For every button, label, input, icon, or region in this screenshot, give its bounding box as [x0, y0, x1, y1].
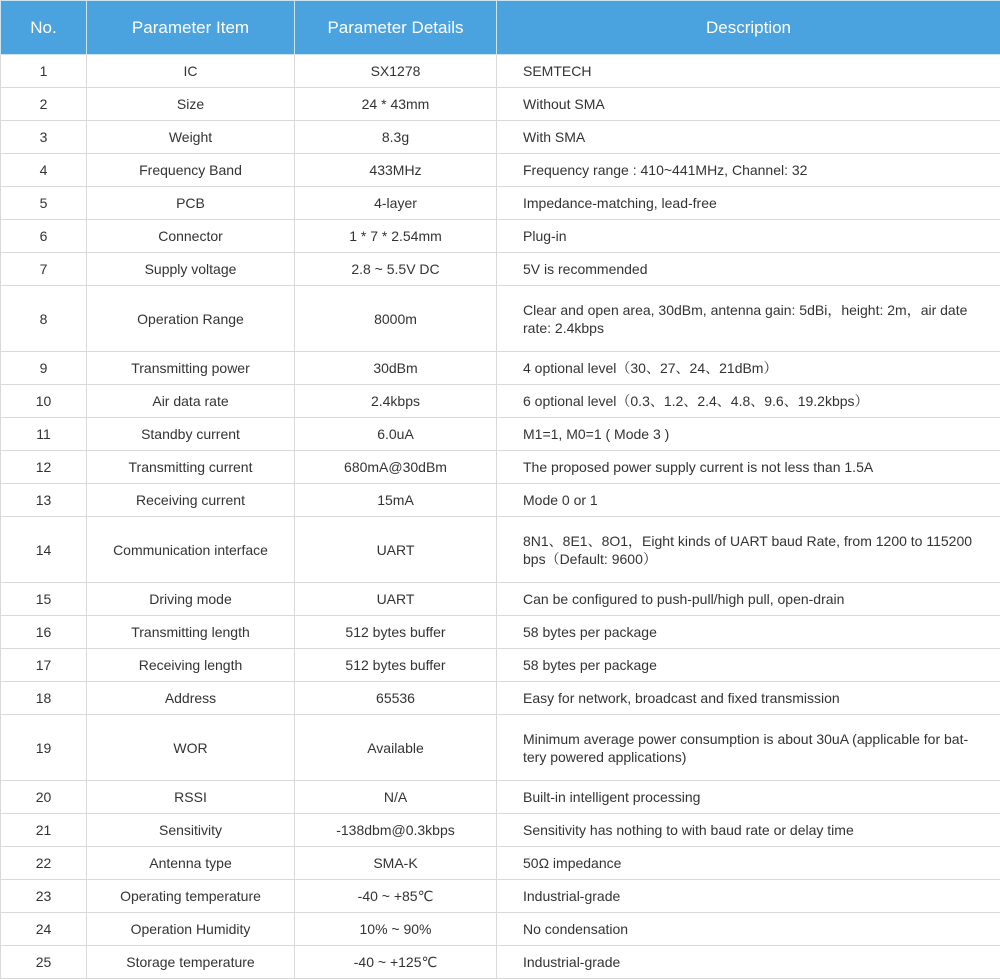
- cell-parameter-details: 433MHz: [295, 154, 497, 187]
- cell-description: Industrial-grade: [497, 880, 1000, 913]
- cell-parameter-item: Air data rate: [87, 385, 295, 418]
- cell-parameter-details: SMA-K: [295, 847, 497, 880]
- cell-parameter-details: 15mA: [295, 484, 497, 517]
- table-row: [1, 385, 1000, 418]
- table-body: [1, 55, 1000, 979]
- cell-parameter-item: Standby current: [87, 418, 295, 451]
- table-row: [1, 517, 1000, 583]
- cell-no: 25: [1, 946, 87, 979]
- cell-description: Plug-in: [497, 220, 1000, 253]
- cell-parameter-item: Weight: [87, 121, 295, 154]
- cell-parameter-details: 24 * 43mm: [295, 88, 497, 121]
- cell-parameter-details: 680mA@30dBm: [295, 451, 497, 484]
- table-row: [1, 220, 1000, 253]
- cell-parameter-item: Driving mode: [87, 583, 295, 616]
- cell-no: 18: [1, 682, 87, 715]
- cell-parameter-details: 4-layer: [295, 187, 497, 220]
- cell-parameter-details: SX1278: [295, 55, 497, 88]
- header-no: No.: [1, 1, 87, 55]
- cell-description: With SMA: [497, 121, 1000, 154]
- cell-no: 9: [1, 352, 87, 385]
- cell-parameter-details: 8.3g: [295, 121, 497, 154]
- cell-parameter-item: Antenna type: [87, 847, 295, 880]
- cell-no: 19: [1, 715, 87, 781]
- cell-parameter-item: Operating temperature: [87, 880, 295, 913]
- cell-no: 13: [1, 484, 87, 517]
- cell-parameter-details: Available: [295, 715, 497, 781]
- table-row: [1, 88, 1000, 121]
- cell-parameter-item: Frequency Band: [87, 154, 295, 187]
- table-header: [1, 1, 1000, 55]
- table-row: [1, 715, 1000, 781]
- cell-no: 14: [1, 517, 87, 583]
- cell-no: 17: [1, 649, 87, 682]
- cell-no: 12: [1, 451, 87, 484]
- cell-parameter-item: Storage temperature: [87, 946, 295, 979]
- cell-description: 58 bytes per package: [497, 649, 1000, 682]
- cell-description: The proposed power supply current is not less than 1.5A: [497, 451, 1000, 484]
- cell-no: 10: [1, 385, 87, 418]
- cell-no: 7: [1, 253, 87, 286]
- cell-description: 6 optional level（0.3、1.2、2.4、4.8、9.6、19.2kbps）: [497, 385, 1000, 418]
- cell-parameter-details: -40 ~ +125℃: [295, 946, 497, 979]
- cell-parameter-details: 6.0uA: [295, 418, 497, 451]
- cell-parameter-item: Transmitting power: [87, 352, 295, 385]
- cell-description: Frequency range : 410~441MHz, Channel: 32: [497, 154, 1000, 187]
- cell-description: 58 bytes per package: [497, 616, 1000, 649]
- table-row: [1, 352, 1000, 385]
- table-row: [1, 286, 1000, 352]
- cell-parameter-details: UART: [295, 583, 497, 616]
- cell-description: Mode 0 or 1: [497, 484, 1000, 517]
- table-row: [1, 451, 1000, 484]
- cell-parameter-item: Transmitting length: [87, 616, 295, 649]
- cell-no: 24: [1, 913, 87, 946]
- cell-parameter-details: 8000m: [295, 286, 497, 352]
- cell-description: Sensitivity has nothing to with baud rate or delay time: [497, 814, 1000, 847]
- cell-parameter-item: Sensitivity: [87, 814, 295, 847]
- table-row: [1, 847, 1000, 880]
- cell-description: SEMTECH: [497, 55, 1000, 88]
- cell-description: Industrial-grade: [497, 946, 1000, 979]
- cell-no: 11: [1, 418, 87, 451]
- cell-parameter-details: 30dBm: [295, 352, 497, 385]
- table-row: [1, 121, 1000, 154]
- cell-description: 8N1、8E1、8O1，Eight kinds of UART baud Rate, from 1200 to 115200 bps（Default: 9600）: [497, 517, 1000, 583]
- header-row: [1, 1, 1000, 55]
- cell-description: 50Ω impedance: [497, 847, 1000, 880]
- cell-description: Without SMA: [497, 88, 1000, 121]
- cell-no: 21: [1, 814, 87, 847]
- cell-no: 3: [1, 121, 87, 154]
- table-row: [1, 55, 1000, 88]
- cell-parameter-details: -138dbm@0.3kbps: [295, 814, 497, 847]
- header-parameter-details: Parameter Details: [295, 1, 497, 55]
- table-row: [1, 880, 1000, 913]
- cell-parameter-item: Transmitting current: [87, 451, 295, 484]
- cell-parameter-details: 10% ~ 90%: [295, 913, 497, 946]
- cell-parameter-item: RSSI: [87, 781, 295, 814]
- table-row: [1, 616, 1000, 649]
- header-description: Description: [497, 1, 1000, 55]
- cell-no: 16: [1, 616, 87, 649]
- cell-parameter-item: PCB: [87, 187, 295, 220]
- header-parameter-item: Parameter Item: [87, 1, 295, 55]
- table-row: [1, 253, 1000, 286]
- cell-parameter-item: Address: [87, 682, 295, 715]
- cell-parameter-item: Receiving current: [87, 484, 295, 517]
- table-row: [1, 583, 1000, 616]
- cell-parameter-item: Connector: [87, 220, 295, 253]
- cell-description: No condensation: [497, 913, 1000, 946]
- table-row: [1, 682, 1000, 715]
- cell-description: M1=1, M0=1 ( Mode 3 ): [497, 418, 1000, 451]
- cell-description: Built-in intelligent processing: [497, 781, 1000, 814]
- cell-description: 5V is recommended: [497, 253, 1000, 286]
- table-row: [1, 946, 1000, 979]
- cell-parameter-details: 512 bytes buffer: [295, 616, 497, 649]
- cell-parameter-details: 2.4kbps: [295, 385, 497, 418]
- cell-parameter-item: Communication interface: [87, 517, 295, 583]
- cell-parameter-item: IC: [87, 55, 295, 88]
- cell-no: 15: [1, 583, 87, 616]
- cell-parameter-item: Size: [87, 88, 295, 121]
- cell-no: 5: [1, 187, 87, 220]
- cell-parameter-details: 2.8 ~ 5.5V DC: [295, 253, 497, 286]
- cell-parameter-details: N/A: [295, 781, 497, 814]
- cell-parameter-details: -40 ~ +85℃: [295, 880, 497, 913]
- cell-no: 2: [1, 88, 87, 121]
- cell-description: Clear and open area, 30dBm, antenna gain: 5dBi，height: 2m，air date rate: 2.4kbps: [497, 286, 1000, 352]
- cell-no: 4: [1, 154, 87, 187]
- cell-no: 1: [1, 55, 87, 88]
- cell-parameter-details: 65536: [295, 682, 497, 715]
- cell-description: Easy for network, broadcast and fixed transmission: [497, 682, 1000, 715]
- cell-description: Minimum average power consumption is about 30uA (applicable for bat-tery powered applications): [497, 715, 1000, 781]
- table-row: [1, 418, 1000, 451]
- cell-no: 20: [1, 781, 87, 814]
- table-row: [1, 154, 1000, 187]
- cell-parameter-item: Operation Humidity: [87, 913, 295, 946]
- table-row: [1, 187, 1000, 220]
- table-row: [1, 913, 1000, 946]
- cell-parameter-item: Receiving length: [87, 649, 295, 682]
- cell-parameter-item: Supply voltage: [87, 253, 295, 286]
- cell-no: 23: [1, 880, 87, 913]
- cell-parameter-details: 512 bytes buffer: [295, 649, 497, 682]
- cell-no: 22: [1, 847, 87, 880]
- cell-parameter-item: WOR: [87, 715, 295, 781]
- cell-parameter-details: 1 * 7 * 2.54mm: [295, 220, 497, 253]
- cell-description: Can be configured to push-pull/high pull, open-drain: [497, 583, 1000, 616]
- cell-parameter-item: Operation Range: [87, 286, 295, 352]
- cell-description: Impedance-matching, lead-free: [497, 187, 1000, 220]
- cell-parameter-details: UART: [295, 517, 497, 583]
- cell-description: 4 optional level（30、27、24、21dBm）: [497, 352, 1000, 385]
- table-row: [1, 484, 1000, 517]
- cell-no: 6: [1, 220, 87, 253]
- table-row: [1, 649, 1000, 682]
- table-row: [1, 781, 1000, 814]
- table-row: [1, 814, 1000, 847]
- cell-no: 8: [1, 286, 87, 352]
